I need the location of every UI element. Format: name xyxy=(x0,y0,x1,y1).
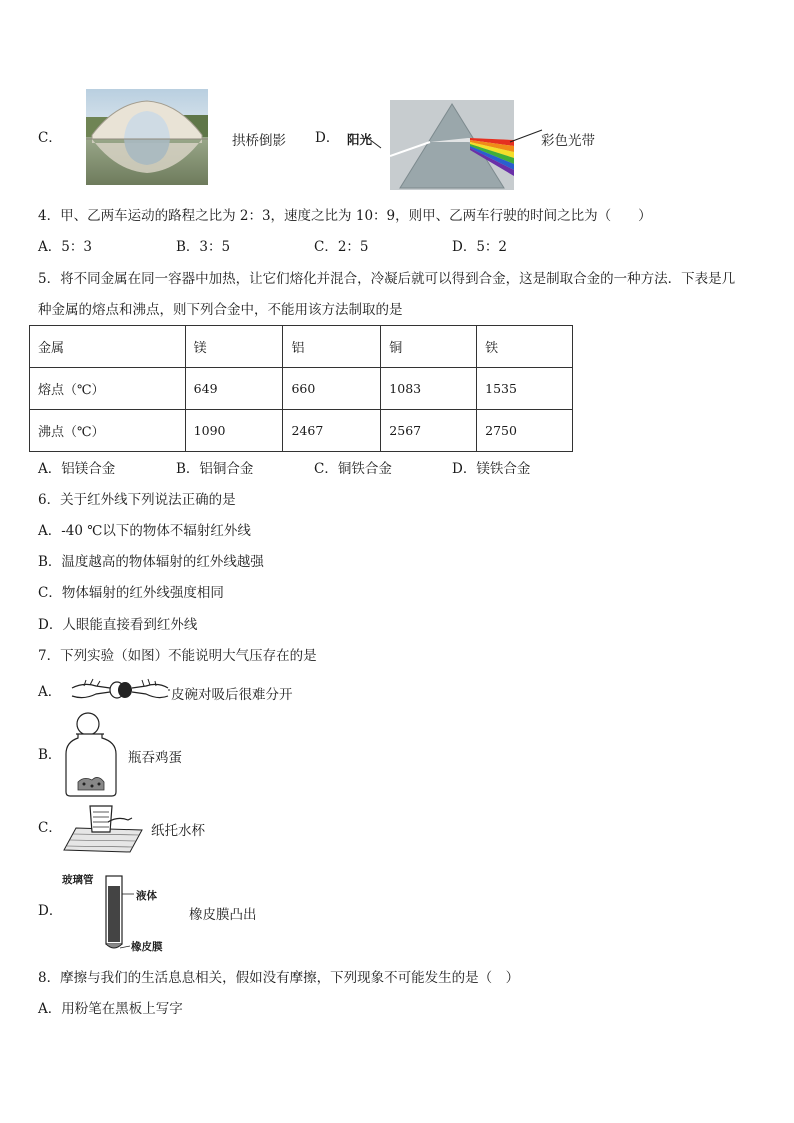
table-header-row xyxy=(30,326,573,368)
q7-option-b-letter: B． xyxy=(38,747,62,763)
table-row xyxy=(30,368,573,410)
q4-option-d: D．5：2 xyxy=(452,239,508,255)
q6-stem: 6．关于红外线下列说法正确的是 xyxy=(38,492,236,508)
prism-dispersion-image xyxy=(390,100,514,190)
q4-option-b: B．3：5 xyxy=(176,239,231,255)
q8-stem: 8．摩擦与我们的生活息息相关，假如没有摩擦，下列现象不可能发生的是（ ） xyxy=(38,970,520,986)
table-cell: 2750 xyxy=(477,410,573,452)
membrane-bulge-caption: 橡皮膜凸出 xyxy=(189,907,257,923)
table-cell: 660 xyxy=(283,368,381,410)
q6-option-b: B．温度越高的物体辐射的红外线越强 xyxy=(38,554,264,570)
sunlight-pointer-line xyxy=(343,148,393,150)
q5-stem-line2: 种金属的熔点和沸点，则下列合金中，不能用该方法制取的是 xyxy=(38,302,403,318)
q5-stem-line1: 5．将不同金属在同一容器中加热，让它们熔化并混合，冷凝后就可以得到合金，这是制取合金的一种方法．下表是几 xyxy=(38,271,736,287)
table-cell: 2567 xyxy=(381,410,477,452)
color-band-label: 彩色光带 xyxy=(541,133,595,149)
table-row xyxy=(30,410,573,452)
table-cell: 沸点（℃） xyxy=(30,410,186,452)
table-header-cell: 铜 xyxy=(381,326,477,368)
q5-option-a: A．铝镁合金 xyxy=(38,461,116,477)
table-cell: 1090 xyxy=(185,410,283,452)
glass-tube-label: 玻璃管 xyxy=(62,874,94,886)
q3-option-d-letter: D． xyxy=(315,130,340,146)
q7-stem: 7．下列实验（如图）不能说明大气压存在的是 xyxy=(38,648,317,664)
q5-option-b: B．铝铜合金 xyxy=(176,461,254,477)
paper-water-cup-caption: 纸托水杯 xyxy=(151,823,205,839)
q7-option-d-letter: D． xyxy=(38,903,63,919)
q7-option-c-letter: C． xyxy=(38,820,62,836)
q6-option-a: A．-40 ℃以下的物体不辐射红外线 xyxy=(38,523,251,539)
table-header-cell: 铝 xyxy=(283,326,381,368)
table-header-cell: 铁 xyxy=(477,326,573,368)
sunlight-label: 阳光 xyxy=(347,132,373,147)
bottle-egg-caption: 瓶吞鸡蛋 xyxy=(128,750,182,766)
table-header-cell: 镁 xyxy=(185,326,283,368)
q4-option-c: C．2：5 xyxy=(314,239,369,255)
q4-stem: 4．甲、乙两车运动的路程之比为 2：3，速度之比为 10：9，则甲、乙两车行驶的时间之比为（ ） xyxy=(38,208,652,224)
liquid-label: 液体 xyxy=(136,890,157,902)
arch-bridge-caption: 拱桥倒影 xyxy=(232,133,286,149)
table-cell: 1083 xyxy=(381,368,477,410)
table-cell: 1535 xyxy=(477,368,573,410)
q6-option-c: C．物体辐射的红外线强度相同 xyxy=(38,585,224,601)
q3-option-c-letter: C． xyxy=(38,130,62,146)
q7-option-a-letter: A． xyxy=(38,684,62,700)
q5-option-c: C．铜铁合金 xyxy=(314,461,392,477)
table-cell: 2467 xyxy=(283,410,381,452)
suction-cups-caption: 皮碗对吸后很难分开 xyxy=(171,687,293,703)
q4-option-a: A．5：3 xyxy=(38,239,92,255)
q5-option-d: D．镁铁合金 xyxy=(452,461,531,477)
paper-water-cup-figure xyxy=(62,800,144,854)
arch-bridge-image xyxy=(86,89,208,185)
metal-properties-table xyxy=(29,325,573,452)
table-cell: 649 xyxy=(185,368,283,410)
suction-cups-figure xyxy=(70,674,170,708)
band-pointer-line xyxy=(508,128,544,144)
table-header-cell: 金属 xyxy=(30,326,186,368)
q8-option-a: A．用粉笔在黑板上写字 xyxy=(38,1001,183,1017)
q6-option-d: D．人眼能直接看到红外线 xyxy=(38,617,198,633)
membrane-label: 橡皮膜 xyxy=(131,941,163,953)
bottle-egg-figure xyxy=(62,712,126,798)
table-cell: 熔点（℃） xyxy=(30,368,186,410)
